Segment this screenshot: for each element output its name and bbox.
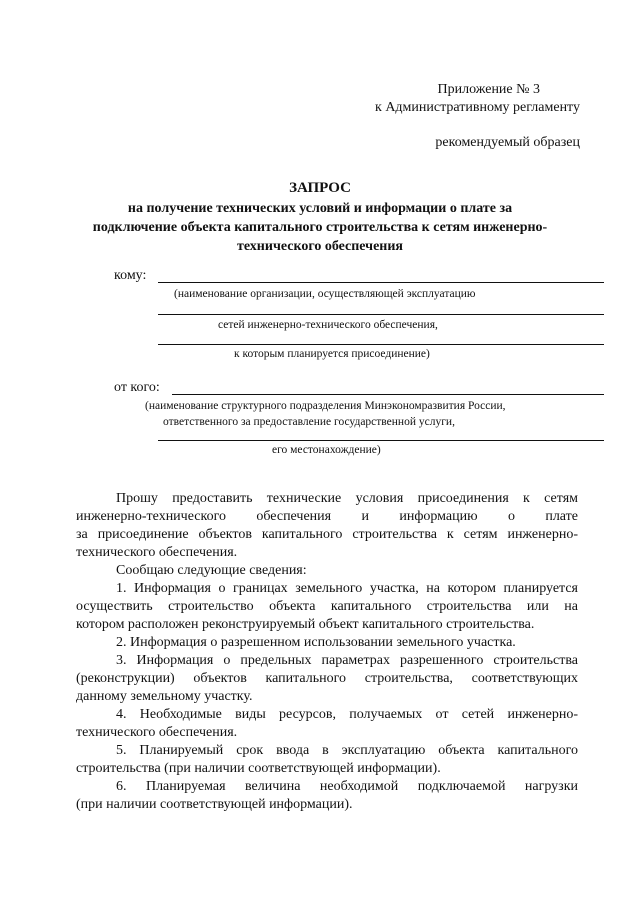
to-field-line-2 [158, 314, 604, 315]
from-caption-1: (наименование структурного подразделения Минэкономразвития России, [145, 400, 506, 412]
info-intro: Сообщаю следующие сведения: [116, 563, 307, 578]
to-caption-2: сетей инженерно-технического обеспечения, [218, 319, 438, 331]
item-4-line-2: технического обеспечения. [76, 725, 238, 740]
item-1-line-2: осуществить строительство объекта капитального строительства или на [76, 599, 578, 614]
request-body [76, 490, 578, 814]
item-2: 2. Информация о разрешенном использовании земельного участка. [116, 635, 516, 650]
item-3-line-1: 3. Информация о предельных параметрах разрешенного строительства [116, 653, 578, 668]
document-title: ЗАПРОС [289, 180, 351, 196]
from-label: от кого: [114, 380, 160, 395]
item-5-line-1: 5. Планируемый срок ввода в эксплуатацию объекта капитального [116, 743, 578, 758]
from-field-line-2 [158, 440, 604, 441]
request-line-3: за присоединение объектов капитального строительства к сетям инженерно- [76, 527, 578, 542]
request-line-4: технического обеспечения. [76, 545, 238, 560]
appendix-number: Приложение № 3 [437, 82, 540, 97]
regulation-reference: к Административному регламенту [375, 100, 580, 115]
item-3-line-3: данному земельному участку. [76, 689, 253, 704]
item-1-line-1: 1. Информация о границах земельного участка, на котором планируется [116, 581, 578, 596]
request-line-1: Прошу предоставить технические условия присоединения к сетям [116, 491, 578, 506]
item-5-line-2: строительства (при наличии соответствующей информации). [76, 761, 441, 776]
from-caption-2: ответственного за предоставление государственной услуги, [163, 416, 455, 428]
item-1-line-3: котором расположен реконструируемый объект капитального строительства. [76, 617, 535, 632]
to-label: кому: [114, 268, 147, 283]
to-field-line-1 [158, 282, 604, 283]
from-caption-3: его местонахождение) [272, 444, 381, 456]
subtitle-line-1: на получение технических условий и информации о плате за [127, 201, 513, 216]
request-line-2: инженерно-технического обеспечения и информацию о плате [76, 509, 578, 524]
item-4-line-1: 4. Необходимые виды ресурсов, получаемых от сетей инженерно- [116, 707, 578, 722]
from-field-line-1 [172, 394, 604, 395]
to-caption-3: к которым планируется присоединение) [234, 348, 430, 360]
subtitle-line-3: технического обеспечения [237, 239, 403, 254]
sample-note: рекомендуемый образец [435, 135, 580, 150]
item-3-line-2: (реконструкции) объектов капитального строительства, соответствующих [76, 671, 578, 686]
subtitle-line-2: подключение объекта капитального строительства к сетям инженерно- [92, 220, 548, 235]
to-caption-1: (наименование организации, осуществляющей эксплуатацию [174, 288, 476, 300]
item-6-line-2: (при наличии соответствующей информации). [76, 797, 353, 812]
item-6-line-1: 6. Планируемая величина необходимой подключаемой нагрузки [116, 779, 578, 794]
to-field-line-3 [158, 344, 604, 345]
